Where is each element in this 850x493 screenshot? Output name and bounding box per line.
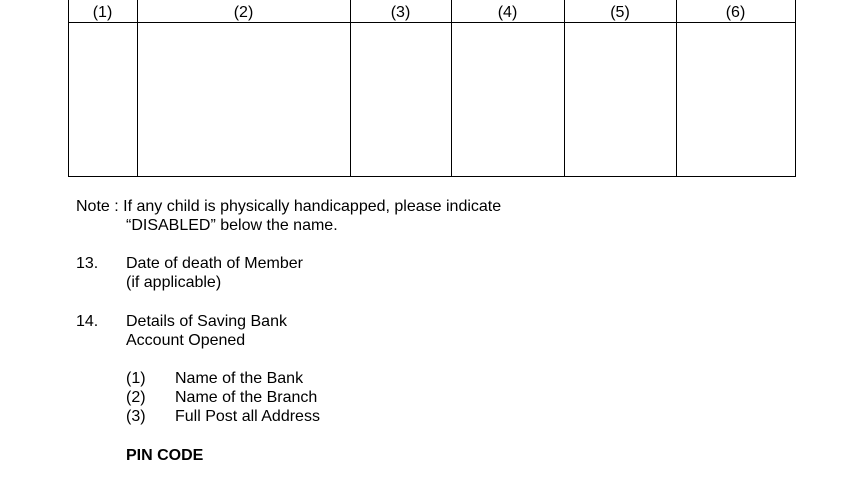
subitem-address-label: Full Post all Address — [175, 408, 320, 425]
table-cell-col-4[interactable] — [452, 23, 564, 176]
table-cell-col-5[interactable] — [565, 23, 676, 176]
column-number-6: (6) — [725, 4, 746, 21]
table-cell-col-2[interactable] — [138, 23, 350, 176]
column-number-5: (5) — [610, 4, 630, 21]
item-13-label-line-2: (if applicable) — [126, 274, 222, 291]
column-number-4: (4) — [497, 4, 518, 21]
table-cell-col-1[interactable] — [69, 23, 137, 176]
note-line-1: Note : If any child is physically handicapped, please indicate — [76, 198, 502, 215]
column-tick — [795, 0, 796, 6]
item-13-number: 13. — [76, 255, 99, 272]
subitem-bank-name-label: Name of the Bank — [175, 370, 304, 387]
item-14-label-line-2: Account Opened — [126, 332, 246, 349]
subitem-3-number: (3) — [126, 408, 146, 425]
table-bottom-border — [68, 176, 796, 177]
column-number-1: (1) — [92, 4, 113, 21]
subitem-branch-name-label: Name of the Branch — [175, 389, 318, 406]
item-14-number: 14. — [76, 313, 99, 330]
table-cell-col-3[interactable] — [351, 23, 451, 176]
table-cell-col-6[interactable] — [677, 23, 795, 176]
column-number-2: (2) — [233, 4, 254, 21]
children-details-table — [68, 0, 796, 177]
table-right-border — [795, 0, 796, 177]
subitem-1-number: (1) — [126, 370, 146, 387]
subitem-2-number: (2) — [126, 389, 146, 406]
note-line-2: “DISABLED” below the name. — [126, 217, 338, 234]
item-14-label-line-1: Details of Saving Bank — [126, 313, 287, 330]
column-number-3: (3) — [390, 4, 411, 21]
pin-code-label: PIN CODE — [126, 447, 204, 464]
item-13-label-line-1: Date of death of Member — [126, 255, 303, 272]
